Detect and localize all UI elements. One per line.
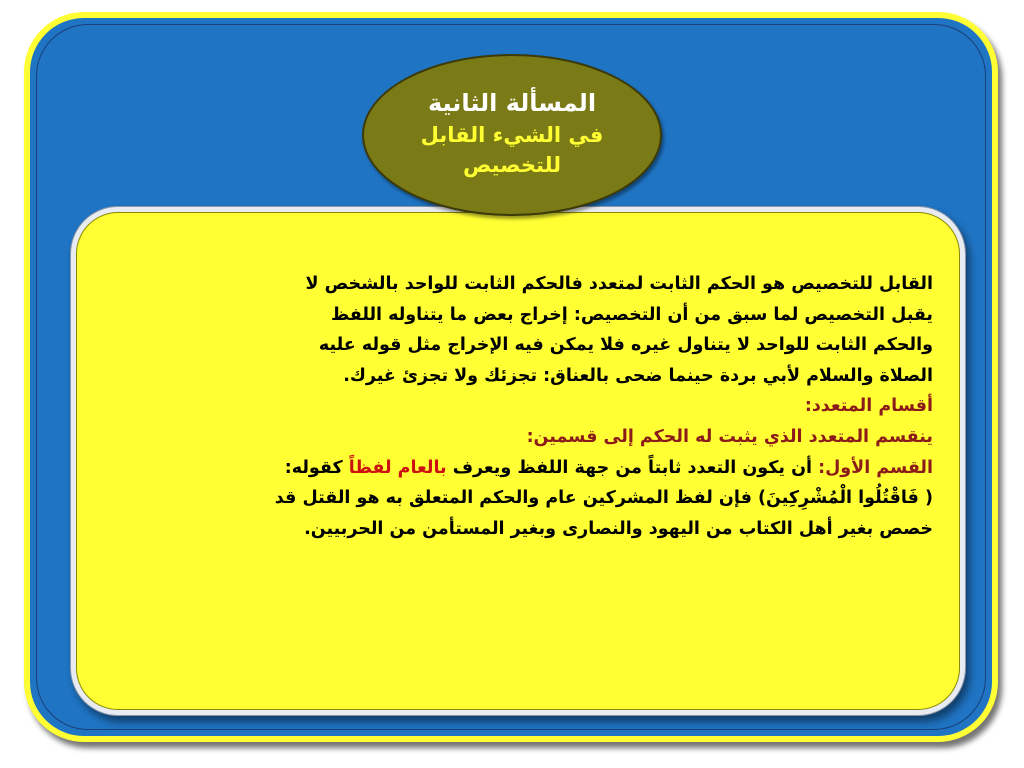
slide-subtitle-line-1: في الشيء القابل [420, 123, 604, 147]
paragraph-line: يقبل التخصيص لما سبق من أن التخصيص: إخراج بعض ما يتناوله اللفظ [330, 304, 933, 325]
title-oval [362, 54, 662, 216]
paragraph-line: الصلاة والسلام لأبي بردة حينما ضحى بالعناق: تجزئك ولا تجزئ غيرك. [343, 365, 933, 386]
slide-subtitle-line-2: للتخصيص [462, 153, 562, 177]
part-one-text: أن يكون التعدد ثابتاً من جهة اللفظ ويعرف [446, 457, 819, 478]
part-one-label: القسم الأول: [818, 457, 933, 478]
slide-title: المسألة الثانية [427, 89, 597, 117]
section-heading: أقسام المتعدد: [804, 396, 933, 417]
paragraph-line: خصص بغير أهل الكتاب من اليهود والنصارى وبغير المستأمن من الحربيين. [304, 518, 933, 539]
paragraph-line: ( فَاقْتُلُوا الْمُشْرِكِينَ) فإن لفظ المشركين عام والحكم المتعلق به هو القتل قد [274, 488, 933, 509]
part-one-highlight: بالعام لفظاً [348, 457, 447, 478]
paragraph-line: القابل للتخصيص هو الحكم الثابت لمتعدد فالحكم الثابت للواحد بالشخص لا [305, 274, 933, 294]
section-subheading: ينقسم المتعدد الذي يثبت له الحكم إلى قسمين: [526, 426, 933, 447]
paragraph-line: والحكم الثابت للواحد لا يتناول غيره فلا يمكن فيه الإخراج مثل قوله عليه [318, 335, 933, 356]
part-one-text-end: كقوله: [284, 457, 349, 478]
part-one-line [101, 453, 933, 484]
content-panel [76, 212, 960, 710]
content-text [101, 269, 933, 544]
